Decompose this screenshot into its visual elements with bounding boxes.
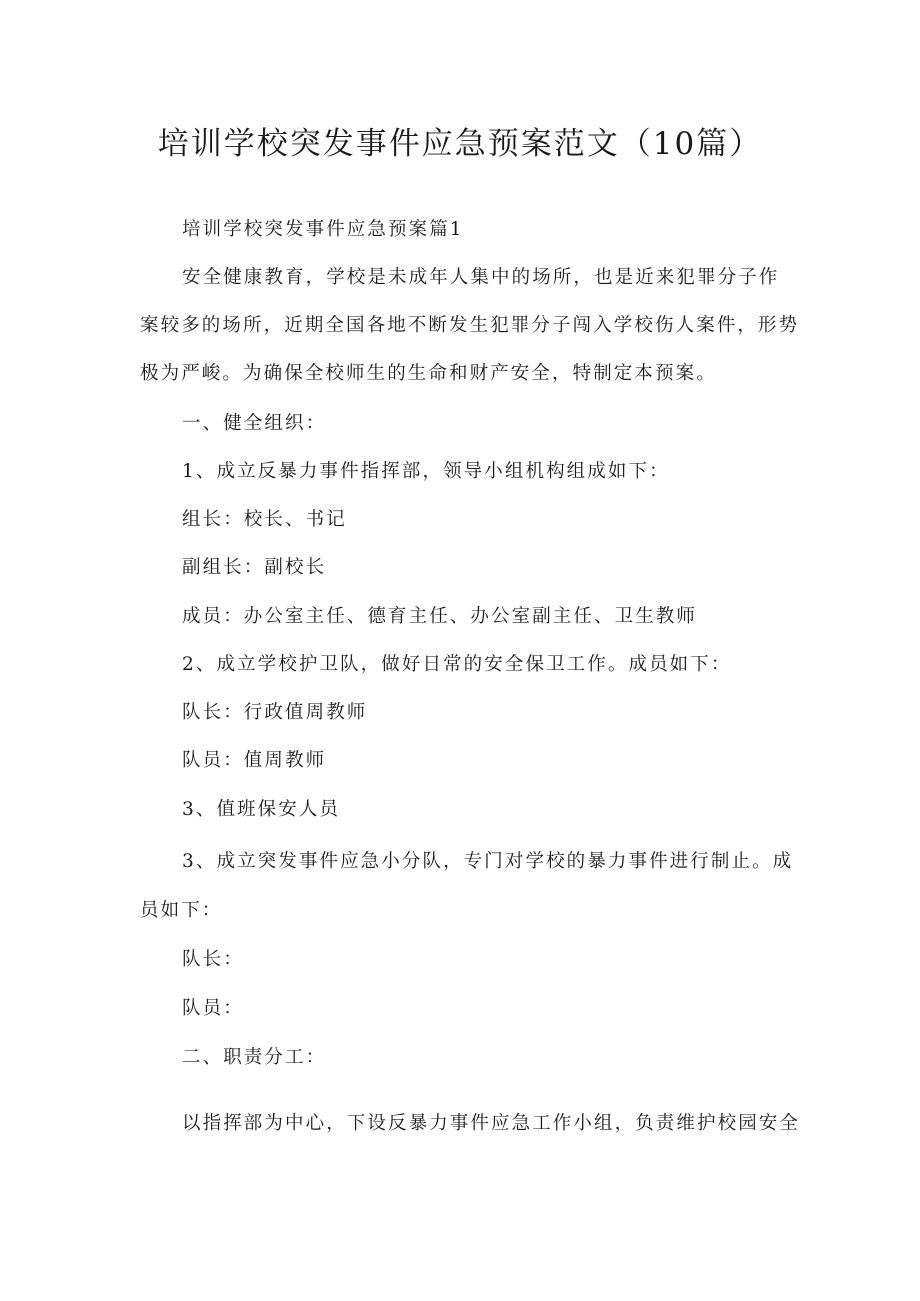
paragraph-line: 3、成立突发事件应急小分队，专门对学校的暴力事件进行制止。成 (182, 851, 794, 872)
document-title: 培训学校突发事件应急预案范文（10篇） (157, 126, 763, 162)
section-heading: 二、职责分工： (182, 1047, 327, 1068)
paragraph-line: 成员：办公室主任、德育主任、办公室副主任、卫生教师 (182, 606, 698, 627)
paragraph-line: 1、成立反暴力事件指挥部，领导小组机构组成如下： (182, 461, 670, 482)
paragraph-line: 2、成立学校护卫队，做好日常的安全保卫工作。成员如下： (182, 654, 732, 675)
paragraph-line: 队长： (182, 949, 244, 970)
paragraph-line: 极为严峻。为确保全校师生的生命和财产安全，特制定本预案。 (140, 363, 717, 384)
paragraph-line: 以指挥部为中心，下设反暴力事件应急工作小组，负责维护校园安全 (182, 1113, 801, 1134)
paragraph-line: 员如下： (140, 900, 223, 921)
paragraph-line: 案较多的场所，近期全国各地不断发生犯罪分子闯入学校伤人案件，形势 (140, 315, 800, 336)
paragraph-line: 队员： (182, 998, 244, 1019)
paragraph-line: 队员：值周教师 (182, 750, 327, 771)
paragraph-line: 一、健全组织： (182, 413, 327, 434)
paragraph-line: 3、值班保安人员 (182, 799, 341, 820)
section-heading: 培训学校突发事件应急预案篇1 (182, 219, 464, 240)
paragraph-line: 安全健康教育，学校是未成年人集中的场所，也是近来犯罪分子作 (182, 267, 780, 288)
paragraph-line: 队长：行政值周教师 (182, 702, 368, 723)
paragraph-line: 组长：校长、书记 (182, 509, 347, 530)
paragraph-line: 副组长：副校长 (182, 557, 327, 578)
